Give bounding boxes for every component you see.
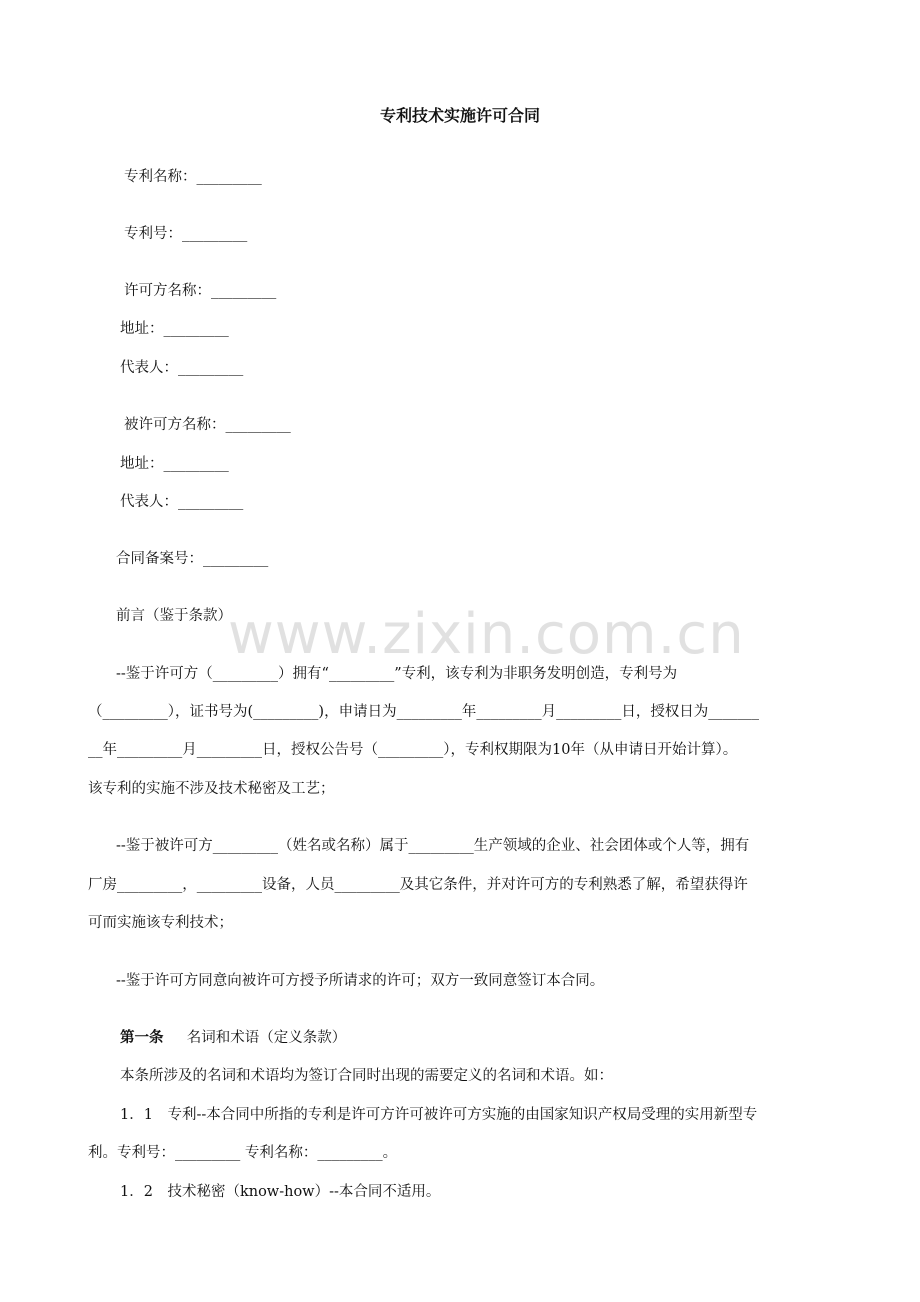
licensee-representative-field: 代表人：_________ <box>120 494 244 510</box>
document-title: 专利技术实施许可合同 <box>379 106 540 125</box>
licensor-address-field: 地址：_________ <box>120 321 229 337</box>
preamble-1-line: --鉴于许可方（_________）拥有“_________”专利，该专利为非职务发明创造，专利号为 <box>116 666 678 682</box>
licensee-name-field: 被许可方名称：_________ <box>124 417 291 433</box>
patent-name-field: 专利名称：_________ <box>124 169 262 185</box>
preamble-2-line: 厂房_________，_________设备，人员_________及其它条件，并对许可方的专利熟悉了解，希望获得许 <box>88 877 748 893</box>
contract-record-number-field: 合同备案号：_________ <box>116 551 269 567</box>
article-1-intro: 本条所涉及的名词和术语均为签订合同时出现的需要定义的名词和术语。如： <box>120 1068 613 1084</box>
preamble-3-line: --鉴于许可方同意向被许可方授予所请求的许可；双方一致同意签订本合同。 <box>116 973 605 989</box>
item-1-1-line: 利。专利号：_________ 专利名称：_________。 <box>88 1145 398 1161</box>
item-1-1-line: 1．1 专利--本合同中所指的专利是许可方许可被许可方实施的由国家知识产权局受理的实用新型专 <box>120 1107 758 1123</box>
preamble-heading: 前言（鉴于条款） <box>116 608 232 624</box>
preamble-1-line: __年_________月_________日，授权公告号（_________），专利权期限为10年（从申请日开始计算）。 <box>88 742 738 758</box>
article-1-title: 名词和术语（定义条款） <box>186 1030 347 1046</box>
patent-number-field: 专利号：_________ <box>124 226 248 242</box>
licensor-name-field: 许可方名称：_________ <box>124 283 277 299</box>
watermark: www.zixin.com.cn <box>228 602 745 667</box>
article-1-number: 第一条 <box>120 1029 164 1046</box>
article-1-heading <box>120 1028 346 1048</box>
preamble-2-line: --鉴于被许可方_________（姓名或名称）属于_________生产领域的企业、社会团体或个人等，拥有 <box>116 838 750 854</box>
preamble-1-line: （_________），证书号为(_________)，申请日为_________年_________月_________日，授权日为_______ <box>88 704 760 720</box>
item-1-2-line: 1．2 技术秘密（know-how）--本合同不适用。 <box>120 1184 441 1200</box>
licensee-address-field: 地址：_________ <box>120 456 229 472</box>
preamble-1-line: 该专利的实施不涉及技术秘密及工艺； <box>88 781 335 797</box>
preamble-2-line: 可而实施该专利技术； <box>88 915 233 931</box>
licensor-representative-field: 代表人：_________ <box>120 360 244 376</box>
